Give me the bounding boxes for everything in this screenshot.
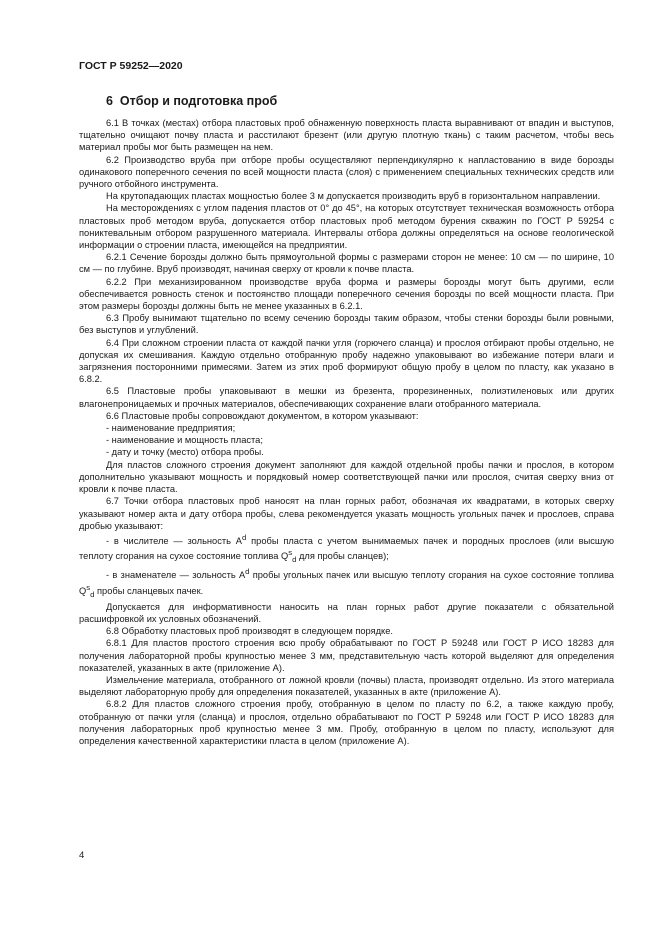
page-number: 4 xyxy=(79,850,85,861)
paragraph-6-2: 6.2 Производство вруба при отборе пробы осуществляют перпендикулярно к напластованию в виде борозды одинакового поперечного сечения по всей мощности пласта (слоя) с применением специальных технических средств или ручного отбойного инструмента. xyxy=(79,154,614,190)
paragraph-6-8-2: 6.8.2 Для пластов сложного строения пробу, отобранную в целом по пласту по 6.2, а также каждую пробу, отобранную от пачки угля (сланца) и прослоя, отдельно обрабатывают по ГОСТ Р 59248 или ГОСТ Р ИСО 18283 для получения лабораторных проб крупностью менее 3 мм. Пробу, отобранную в целом по пласту, используют для определения качественной характеристики пласта в целом (приложение А). xyxy=(79,699,614,747)
paragraph-6-2-2: 6.2.2 При механизированном производстве вруба форма и размеры борозды могут быть другими, если обеспечивается ровность стенок и постоянство площади поперечного сечения борозды по всей мощности пласта. При этом размеры борозды должны быть не менее указанных в 6.2.1. xyxy=(79,276,614,312)
paragraph-6-6: 6.6 Пластовые пробы сопровождают документом, в котором указывают: xyxy=(106,410,419,421)
paragraph-6-2-1: 6.2.1 Сечение борозды должно быть прямоугольной формы с размерами сторон не менее: 10 см — по ширине, 10 см — по глубине. Вруб производят, начиная сверху от кровли к почве пласта. xyxy=(79,252,614,275)
paragraph-6-4: 6.4 При сложном строении пласта от каждой пачки угля (горючего сланца) и прослоя отбирают пробы отдельно, не допуская их смешивания. Каждую отдельно отобранную пробу надежно упаковывают во избежание потери влаги и загрязнения посторонними примесями. Затем из этих проб формируют общую пробу в целом по пласту, как указано в 6.8.2. xyxy=(79,337,614,385)
paragraph-false-roof: Измельчение материала, отобранного от ложной кровли (почвы) пласта, производят отдельно. Из этого материала выделяют лабораторную пробу для определения показателей, указанных в акте (приложение А). xyxy=(79,675,614,698)
paragraph-6-1: 6.1 В точках (местах) отбора пластовых проб обнаженную поверхность пласта выравнивают от впадин и выступов, тщательно очищают почву пласта и расстилают брезент (или другую плотную ткань) с таким расчетом, чтобы весь материал пробы мог быть размещен на нем. xyxy=(79,118,614,153)
list-item: - наименование предприятия; xyxy=(106,423,236,434)
denominator-item: - в знаменателе — зольность $A^d$ пробы угольных пачек или высшую теплоту сгорания на сухое состояние топлива $Q^s_d$ пробы сланцевых пачек. xyxy=(79,567,614,599)
section-title xyxy=(106,94,277,108)
document-header: ГОСТ Р 59252—2020 xyxy=(79,60,183,72)
paragraph-6-8: 6.8 Обработку пластовых проб производят в следующем порядке. xyxy=(106,626,393,637)
paragraph-6-3: 6.3 Пробу вынимают тщательно по всему сечению борозды таким образом, чтобы стенки борозды были ровными, без выступов и углублений. xyxy=(79,313,614,336)
document-body xyxy=(79,117,614,747)
list-item: - дату и точку (место) отбора пробы. xyxy=(106,447,264,458)
paragraph-extra-indicators: Допускается для информативности наносить на план горных работ другие показатели с обязательной расшифровкой их условных обозначений. xyxy=(79,601,614,625)
paragraph-complex-seams: Для пластов сложного строения документ заполняют для каждой отдельной пробы пачки и прослоя, в котором дополнительно указывают мощность и порядковый номер соответствующей пачки или прослоя, считая сверху вниз от кровли к почве пласта. xyxy=(79,459,614,495)
paragraph-6-8-1: 6.8.1 Для пластов простого строения всю пробу обрабатывают по ГОСТ Р 59248 или ГОСТ Р ИСО 18283 для получения лабораторной пробы крупностью менее 3 мм, представительную часть которой выделяют для определения показателей, указанных в акте (приложение А). xyxy=(79,638,614,673)
list-item: - наименование и мощность пласта; xyxy=(106,435,263,446)
section-number: 6 xyxy=(106,94,113,108)
paragraph-6-7: 6.7 Точки отбора пластовых проб наносят на план горных работ, обозначая их квадратами, в которых сверху указывают номер акта и дату отбора пробы, слева рекомендуется указать мощность угольных пачек и прослоев, справа дробью указывают: xyxy=(79,496,614,531)
numerator-item: - в числителе — зольность $A^d$ пробы пласта с учетом вынимаемых пачек и породных прослоев (или высшую теплоту сгорания на сухое состояние топлива $Q^s_d$ для пробы сланцев); xyxy=(79,532,614,565)
paragraph-steep-seams: На крутопадающих пластах мощностью более 3 м допускается производить вруб в горизонтальном направлении. xyxy=(106,191,601,202)
section-title-text: Отбор и подготовка проб xyxy=(119,94,278,108)
paragraph-drilling: На месторождениях с углом падения пластов от 0° до 45°, на которых отсутствует техническая возможность отбора пластовых проб методом вруба, допускается отбор пластовых проб методом бурения скважин по ГОСТ Р 59254 с пониктевальным отбором разрушенного материала. Интервалы отбора должны определяться на основе геологической информации о строении пласта, имеющейся на предприятии. xyxy=(79,203,614,251)
paragraph-6-5: 6.5 Пластовые пробы упаковывают в мешки из брезента, прорезиненных, полиэтиленовых или других влагонепроницаемых и прочных материалов, обеспечивающих сохранение влаги отобранного материала. xyxy=(79,386,614,409)
